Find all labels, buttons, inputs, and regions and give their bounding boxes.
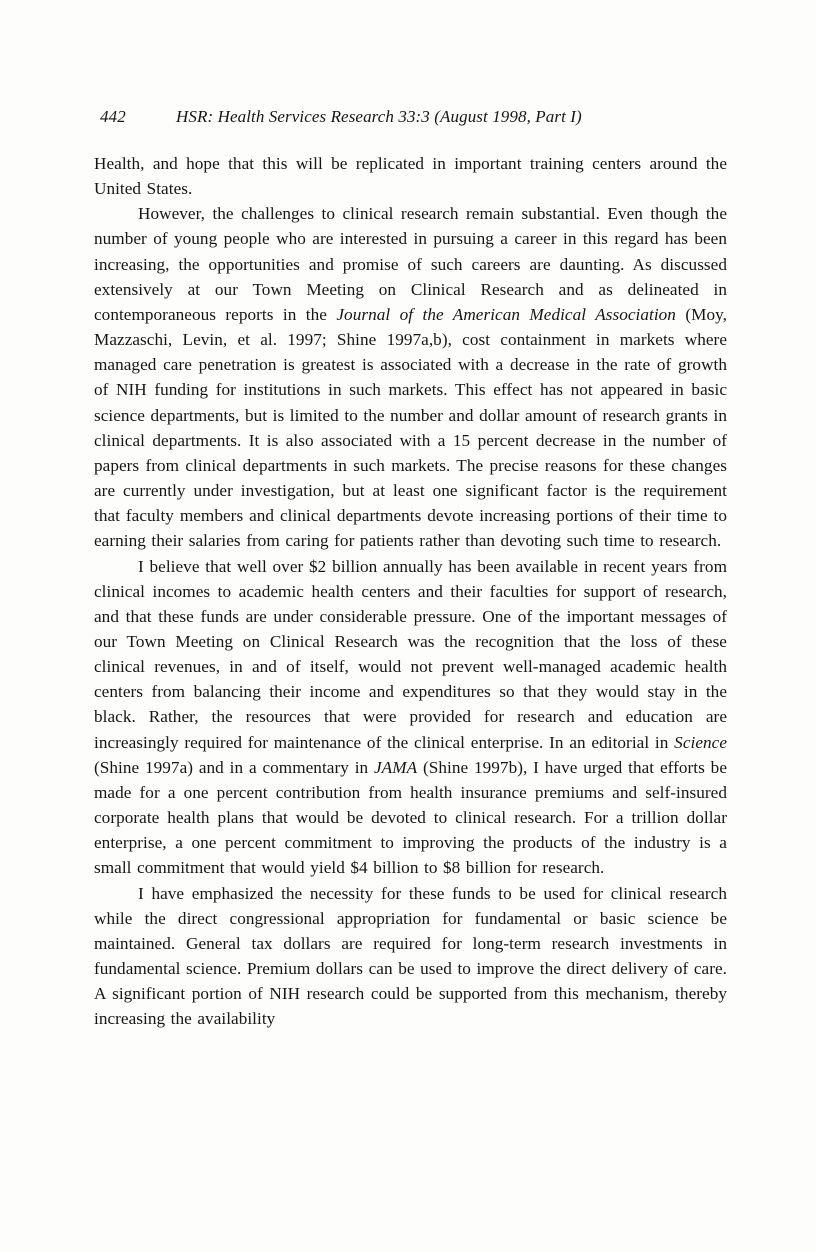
text-run: (Shine 1997b), I have urged that efforts be made for a one percent contribution from health insurance premiums and self-insured corporate health plans that would be devoted to clinical research. For a trillion dollar enterprise, a one percent commitment to improving the products of the industry is a small commitment that would yield $4 billion to $8 billion for research. bbox=[94, 757, 727, 878]
journal-title: HSR: Health Services Research 33:3 (August 1998, Part I) bbox=[176, 107, 582, 126]
paragraph bbox=[94, 151, 727, 201]
text-run: I believe that well over $2 billion annually has been available in recent years from clinical incomes to academic health centers and their faculties for support of research, and that these funds are under considerable pressure. One of the important messages of our Town Meeting on Clinical Research was the recognition that the loss of these clinical revenues, in and of itself, would not prevent well-managed academic health centers from balancing their income and expenditures so that they would stay in the black. Rather, the resources that were provided for research and education are increasingly required for maintenance of the clinical enterprise. In an editorial in bbox=[94, 556, 727, 752]
text-run: I have emphasized the necessity for these funds to be used for clinical research while the direct congressional appropriation for fundamental or basic science be maintained. General tax dollars are required for long-term research investments in fundamental science. Premium dollars can be used to improve the direct delivery of care. A significant portion of NIH research could be supported from this mechanism, thereby increasing the availability bbox=[94, 883, 727, 1029]
text-run: (Shine 1997a) and in a commentary in bbox=[94, 757, 374, 777]
text-run: Health, and hope that this will be replicated in important training centers around the United States. bbox=[94, 154, 727, 199]
paragraph bbox=[94, 881, 727, 1032]
article-body bbox=[94, 151, 727, 1031]
paragraph bbox=[94, 554, 727, 881]
italic-text-run: Journal of the American Medical Association bbox=[336, 304, 676, 324]
text-run: (Moy, Mazzaschi, Levin, et al. 1997; Shine 1997a,b), cost containment in markets where managed care penetration is greatest is associated with a decrease in the rate of growth of NIH funding for institutions in such markets. This effect has not appeared in basic science departments, but is limited to the number and dollar amount of research grants in clinical departments. It is also associated with a 15 percent decrease in the number of papers from clinical departments in such markets. The precise reasons for these changes are currently under investigation, but at least one significant factor is the requirement that faculty members and clinical departments devote increasing portions of their time to earning their salaries from caring for patients rather than devoting such time to research. bbox=[94, 304, 728, 551]
paragraph bbox=[94, 201, 727, 553]
text-run: However, the challenges to clinical research remain substantial. Even though the number of young people who are interested in pursuing a career in this regard has been increasing, the opportunities and promise of such careers are daunting. As discussed extensively at our Town Meeting on Clinical Research and as delineated in contemporaneous reports in the bbox=[94, 204, 727, 324]
running-header bbox=[100, 107, 726, 127]
italic-text-run: JAMA bbox=[374, 757, 418, 777]
page-number: 442 bbox=[100, 107, 126, 126]
italic-text-run: Science bbox=[674, 732, 727, 752]
